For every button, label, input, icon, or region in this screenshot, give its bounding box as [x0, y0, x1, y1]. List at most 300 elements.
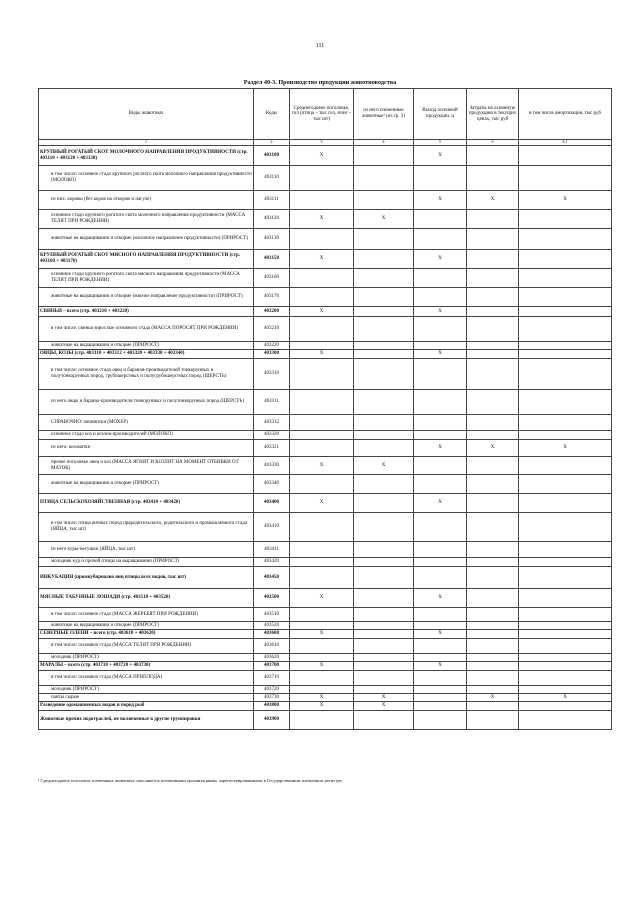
cell-amortization: [519, 288, 612, 307]
header-code: Коды: [254, 89, 290, 140]
cell-avg-stock: X: [290, 662, 354, 671]
cell-output: [414, 694, 467, 702]
row-code: 403450: [254, 567, 290, 589]
header-breeding: из него племенные животные¹ (из гр. 3): [354, 89, 414, 140]
table-row: [39, 342, 612, 350]
cell-output: [414, 686, 467, 694]
cell-output: [414, 558, 467, 567]
cell-output: X: [414, 250, 467, 269]
cell-costs: [467, 671, 519, 686]
row-label: из него: козоматки: [39, 440, 254, 457]
cell-costs: [467, 542, 519, 558]
row-code: 403800: [254, 702, 290, 711]
cell-avg-stock: [290, 166, 354, 191]
row-label: Животные прочих подотраслей, не включенные в другие группировки: [39, 711, 254, 730]
cell-breeding: X: [354, 210, 414, 229]
cell-amortization: [519, 229, 612, 250]
cell-output: [414, 654, 467, 662]
cell-costs: [467, 342, 519, 350]
table-row: [39, 542, 612, 558]
row-code: 403620: [254, 654, 290, 662]
cell-avg-stock: [290, 513, 354, 542]
row-label: СЕВЕРНЫЕ ОЛЕНИ – всего (стр. 403610 + 403620): [39, 630, 254, 639]
row-label: в том числе: основное стадо (МАССА ЖЕРЕБЯТ ПРИ РОЖДЕНИИ): [39, 608, 254, 622]
cell-output: X: [414, 630, 467, 639]
table-row: [39, 671, 612, 686]
cell-amortization: [519, 542, 612, 558]
cell-costs: [467, 229, 519, 250]
column-number: 6: [467, 140, 519, 146]
row-code: 403700: [254, 662, 290, 671]
cell-costs: [467, 146, 519, 166]
cell-breeding: [354, 542, 414, 558]
cell-avg-stock: [290, 342, 354, 350]
cell-output: [414, 269, 467, 288]
row-code: 403710: [254, 671, 290, 686]
cell-output: [414, 415, 467, 431]
cell-amortization: [519, 639, 612, 654]
table-row: [39, 210, 612, 229]
cell-breeding: [354, 589, 414, 608]
row-code: 403170: [254, 288, 290, 307]
cell-costs: [467, 711, 519, 730]
cell-costs: [467, 457, 519, 475]
cell-output: [414, 608, 467, 622]
cell-output: X: [414, 146, 467, 166]
row-label: из них: коровы (без коров на откорме и нагуле): [39, 191, 254, 210]
cell-avg-stock: X: [290, 702, 354, 711]
cell-amortization: X: [519, 694, 612, 702]
table-row: [39, 702, 612, 711]
cell-costs: [467, 639, 519, 654]
cell-amortization: [519, 359, 612, 390]
row-label: животные на выращивании и откорме (молочное направление продуктивности) (ПРИРОСТ): [39, 229, 254, 250]
cell-breeding: [354, 250, 414, 269]
cell-breeding: [354, 431, 414, 440]
table-row: [39, 622, 612, 630]
row-label: КРУПНЫЙ РОГАТЫЙ СКОТ МОЛОЧНОГО НАПРАВЛЕНИЯ ПРОДУКТИВНОСТИ (стр. 403110 + 403120 + 403130): [39, 146, 254, 166]
cell-breeding: [354, 307, 414, 317]
cell-avg-stock: X: [290, 250, 354, 269]
table-row: [39, 654, 612, 662]
table-row: [39, 639, 612, 654]
row-label: в том числе: свиньи взрослые основного стада (МАССА ПОРОСЯТ ПРИ РОЖДЕНИИ): [39, 317, 254, 342]
cell-avg-stock: [290, 686, 354, 694]
cell-avg-stock: [290, 558, 354, 567]
row-label: Разведение одомашненных видов и пород рыб: [39, 702, 254, 711]
cell-breeding: [354, 415, 414, 431]
cell-avg-stock: [290, 440, 354, 457]
row-code: 403330: [254, 457, 290, 475]
cell-breeding: [354, 567, 414, 589]
cell-output: [414, 342, 467, 350]
row-code: 403400: [254, 494, 290, 513]
header-avg-stock: Среднегодовое поголовье, гол (птица – тыс гол, пчёл – тыс шт): [290, 89, 354, 140]
cell-costs: [467, 589, 519, 608]
cell-costs: [467, 654, 519, 662]
cell-avg-stock: X: [290, 350, 354, 359]
cell-output: [414, 567, 467, 589]
cell-costs: [467, 317, 519, 342]
cell-amortization: [519, 622, 612, 630]
row-label: ПТИЦА СЕЛЬСКОХОЗЯЙСТВЕННАЯ (стр. 403410 + 403420): [39, 494, 254, 513]
cell-amortization: [519, 210, 612, 229]
row-code: 403210: [254, 317, 290, 342]
row-label: основное стадо коз и козлов-производителей (МОЛОКО): [39, 431, 254, 440]
cell-costs: [467, 558, 519, 567]
row-label: из него овцы и бараны-производители тонкорунных и полутонкорунных пород (ШЕРСТЬ): [39, 390, 254, 415]
row-label: в том числе: основное стадо крупного рогатого скота молочного направления продуктивности (МОЛОКО): [39, 166, 254, 191]
cell-avg-stock: [290, 542, 354, 558]
cell-breeding: [354, 288, 414, 307]
cell-output: [414, 390, 467, 415]
cell-output: X: [414, 307, 467, 317]
table-row: [39, 694, 612, 702]
row-code: 403321: [254, 440, 290, 457]
cell-costs: [467, 431, 519, 440]
cell-amortization: [519, 711, 612, 730]
cell-avg-stock: X: [290, 457, 354, 475]
row-label: СВИНЬИ – всего (стр. 403210 + 403220): [39, 307, 254, 317]
cell-breeding: [354, 229, 414, 250]
cell-avg-stock: X: [290, 146, 354, 166]
cell-output: X: [414, 440, 467, 457]
cell-amortization: [519, 342, 612, 350]
table-row: [39, 475, 612, 494]
cell-costs: [467, 269, 519, 288]
cell-amortization: [519, 686, 612, 694]
table-row: [39, 166, 612, 191]
cell-output: [414, 475, 467, 494]
cell-avg-stock: X: [290, 694, 354, 702]
cell-costs: [467, 359, 519, 390]
row-code: 403900: [254, 711, 290, 730]
table-row: [39, 269, 612, 288]
row-label: в том числе: основное стадо (МАССА ПРИПЛОДА): [39, 671, 254, 686]
row-label: в том числе: основное стадо (МАССА ТЕЛЯТ ПРИ РОЖДЕНИИ): [39, 639, 254, 654]
cell-costs: [467, 630, 519, 639]
table-row: [39, 415, 612, 431]
cell-breeding: X: [354, 694, 414, 702]
cell-amortization: [519, 702, 612, 711]
row-label: основное стадо крупного рогатого скота молочного направления продуктивности (МАССА ТЕЛЯТ ПРИ РОЖДЕНИИ): [39, 210, 254, 229]
cell-amortization: [519, 608, 612, 622]
cell-costs: [467, 390, 519, 415]
row-label: животные на выращивании и откорме (ПРИРОСТ): [39, 475, 254, 494]
table-row: [39, 229, 612, 250]
cell-costs: [467, 494, 519, 513]
row-code: 403150: [254, 250, 290, 269]
table-row: [39, 350, 612, 359]
cell-breeding: [354, 440, 414, 457]
cell-breeding: [354, 342, 414, 350]
row-code: 403320: [254, 431, 290, 440]
cell-amortization: [519, 630, 612, 639]
cell-costs: [467, 475, 519, 494]
row-code: 403411: [254, 542, 290, 558]
cell-breeding: [354, 686, 414, 694]
cell-breeding: [354, 622, 414, 630]
page-number: 111: [315, 43, 325, 49]
cell-breeding: [354, 639, 414, 654]
cell-costs: [467, 622, 519, 630]
cell-costs: [467, 166, 519, 191]
cell-costs: [467, 702, 519, 711]
table-row: [39, 431, 612, 440]
cell-output: [414, 317, 467, 342]
row-label: КРУПНЫЙ РОГАТЫЙ СКОТ МЯСНОГО НАПРАВЛЕНИЯ ПРОДУКТИВНОСТИ (стр. 403160 + 403170): [39, 250, 254, 269]
cell-amortization: [519, 317, 612, 342]
cell-costs: [467, 415, 519, 431]
cell-output: [414, 431, 467, 440]
cell-output: [414, 288, 467, 307]
cell-output: [414, 359, 467, 390]
cell-costs: [467, 567, 519, 589]
cell-costs: X: [467, 191, 519, 210]
row-code: 403410: [254, 513, 290, 542]
cell-breeding: [354, 662, 414, 671]
cell-breeding: [354, 711, 414, 730]
cell-avg-stock: [290, 269, 354, 288]
row-code: 403600: [254, 630, 290, 639]
row-code: 403520: [254, 622, 290, 630]
footnote: ¹ Среднегодовое поголовье племенных животных заполняется племенными организациями, зарегистрированными в Государственном племенном регистре.: [38, 778, 343, 783]
cell-costs: [467, 608, 519, 622]
cell-amortization: [519, 350, 612, 359]
header-amortization: в том числе амортизация, тыс руб: [519, 89, 612, 140]
cell-output: [414, 229, 467, 250]
header-row: [39, 89, 612, 140]
row-label: молодняк (ПРИРОСТ): [39, 654, 254, 662]
cell-output: [414, 166, 467, 191]
row-code: 403311: [254, 390, 290, 415]
cell-output: X: [414, 589, 467, 608]
section-title: Раздел 40-3. Производство продукции животноводства: [243, 79, 397, 86]
table-row: [39, 608, 612, 622]
cell-amortization: X: [519, 440, 612, 457]
cell-costs: [467, 210, 519, 229]
cell-amortization: [519, 475, 612, 494]
cell-avg-stock: [290, 671, 354, 686]
cell-breeding: [354, 269, 414, 288]
cell-avg-stock: X: [290, 589, 354, 608]
cell-breeding: [354, 146, 414, 166]
cell-breeding: [354, 390, 414, 415]
table-row: [39, 589, 612, 608]
cell-amortization: [519, 494, 612, 513]
cell-breeding: [354, 166, 414, 191]
row-label: ИНКУБАЦИЯ (промкубировано яиц птицы всех видов, тыс шт): [39, 567, 254, 589]
cell-avg-stock: X: [290, 307, 354, 317]
cell-output: [414, 542, 467, 558]
cell-amortization: [519, 662, 612, 671]
column-number: 5: [414, 140, 467, 146]
cell-avg-stock: [290, 608, 354, 622]
cell-output: X: [414, 494, 467, 513]
row-code: 403510: [254, 608, 290, 622]
cell-avg-stock: [290, 567, 354, 589]
row-code: 403730: [254, 694, 290, 702]
cell-avg-stock: [290, 654, 354, 662]
row-label: ОВЦЫ, КОЗЫ (стр. 403310 + 403312 + 403320 + 403330 + 403340): [39, 350, 254, 359]
cell-output: [414, 711, 467, 730]
row-code: 403500: [254, 589, 290, 608]
cell-amortization: [519, 431, 612, 440]
cell-breeding: [354, 191, 414, 210]
table-row: [39, 440, 612, 457]
cell-avg-stock: [290, 431, 354, 440]
cell-avg-stock: X: [290, 210, 354, 229]
cell-output: [414, 702, 467, 711]
cell-avg-stock: [290, 359, 354, 390]
cell-output: X: [414, 662, 467, 671]
cell-avg-stock: [290, 415, 354, 431]
row-label: СПРАВОЧНО: овчинитки (МОХЕР): [39, 415, 254, 431]
cell-amortization: [519, 589, 612, 608]
cell-breeding: X: [354, 702, 414, 711]
table-row: [39, 288, 612, 307]
cell-breeding: [354, 513, 414, 542]
row-label: животные на выращивании и откорме (мясное направление продуктивности) (ПРИРОСТ): [39, 288, 254, 307]
row-code: 403130: [254, 229, 290, 250]
row-code: 403111: [254, 191, 290, 210]
header-output: Выход основной продукции, ц: [414, 89, 467, 140]
production-table: [38, 88, 612, 730]
cell-breeding: [354, 558, 414, 567]
row-code: 403420: [254, 558, 290, 567]
cell-output: [414, 513, 467, 542]
cell-amortization: [519, 671, 612, 686]
cell-costs: X: [467, 694, 519, 702]
row-label: прочее поголовье овец и коз (МАССА ЯГНЯТ И КОЗЛЯТ НА МОМЕНТ ОТБИВКИ ОТ МАТОК): [39, 457, 254, 475]
header-costs: Затраты на основную продукцию в текущих ценах, тыс руб: [467, 89, 519, 140]
row-label: молодняк (ПРИРОСТ): [39, 686, 254, 694]
row-code: 403340: [254, 475, 290, 494]
cell-avg-stock: [290, 288, 354, 307]
table-row: [39, 558, 612, 567]
cell-breeding: [354, 671, 414, 686]
cell-avg-stock: [290, 475, 354, 494]
row-code: 403300: [254, 350, 290, 359]
cell-avg-stock: [290, 191, 354, 210]
row-label: животные на выращивании и откорме (ПРИРОСТ): [39, 342, 254, 350]
cell-breeding: [354, 630, 414, 639]
table-row: [39, 711, 612, 730]
row-label: панты сырые: [39, 694, 254, 702]
row-code: 403120: [254, 210, 290, 229]
cell-costs: [467, 250, 519, 269]
cell-output: [414, 457, 467, 475]
row-code: 403100: [254, 146, 290, 166]
cell-amortization: [519, 558, 612, 567]
row-label: МЯСНЫЕ ТАБУННЫЕ ЛОШАДИ (стр. 403510 + 403520): [39, 589, 254, 608]
cell-output: [414, 639, 467, 654]
column-number: 4: [354, 140, 414, 146]
cell-avg-stock: [290, 390, 354, 415]
cell-breeding: X: [354, 457, 414, 475]
row-code: 403110: [254, 166, 290, 191]
row-label: в том числе: основное стадо овец и баранов-производителей тонкорунных и полутонкорунных пород, грубошерстных и полугрубошерстных пород (ШЕРСТЬ): [39, 359, 254, 390]
cell-costs: [467, 307, 519, 317]
table-row: [39, 662, 612, 671]
row-code: 403310: [254, 359, 290, 390]
cell-amortization: [519, 457, 612, 475]
row-code: 403220: [254, 342, 290, 350]
table-row: [39, 146, 612, 166]
cell-costs: X: [467, 440, 519, 457]
cell-avg-stock: [290, 639, 354, 654]
cell-breeding: [354, 317, 414, 342]
table-row: [39, 630, 612, 639]
cell-output: X: [414, 191, 467, 210]
cell-amortization: [519, 513, 612, 542]
cell-amortization: [519, 307, 612, 317]
column-number: 2: [254, 140, 290, 146]
cell-output: [414, 671, 467, 686]
row-code: 403312: [254, 415, 290, 431]
cell-breeding: [354, 350, 414, 359]
cell-avg-stock: X: [290, 630, 354, 639]
row-label: основное стадо крупного рогатого скота мясного направления продуктивности (МАССА ТЕЛЯТ ПРИ РОЖДЕНИИ): [39, 269, 254, 288]
cell-breeding: [354, 359, 414, 390]
row-code: 403610: [254, 639, 290, 654]
table-row: [39, 686, 612, 694]
cell-avg-stock: [290, 711, 354, 730]
row-label: в том числе: птица яичных пород прародительского, родительского и промышленного стада (ЯЙЦА, тыс шт): [39, 513, 254, 542]
cell-breeding: [354, 475, 414, 494]
cell-amortization: [519, 390, 612, 415]
cell-breeding: [354, 494, 414, 513]
table-row: [39, 191, 612, 210]
cell-amortization: X: [519, 191, 612, 210]
cell-amortization: [519, 415, 612, 431]
cell-amortization: [519, 654, 612, 662]
cell-output: X: [414, 350, 467, 359]
table-row: [39, 250, 612, 269]
table-row: [39, 317, 612, 342]
table-row: [39, 494, 612, 513]
cell-amortization: [519, 567, 612, 589]
column-number: 6.1: [519, 140, 612, 146]
table-row: [39, 457, 612, 475]
column-number: 1: [39, 140, 254, 146]
row-label: МАРАЛЫ – всего (стр. 403710 + 403720 + 403730): [39, 662, 254, 671]
cell-costs: [467, 513, 519, 542]
table-row: [39, 307, 612, 317]
row-code: 403720: [254, 686, 290, 694]
row-label: молодняк кур и прочей птицы на выращивании (ПРИРОСТ): [39, 558, 254, 567]
cell-amortization: [519, 269, 612, 288]
cell-amortization: [519, 146, 612, 166]
table-row: [39, 567, 612, 589]
cell-costs: [467, 288, 519, 307]
header-species: Виды животных: [39, 89, 254, 140]
row-label: из него куры-несушки (ЯЙЦА, тыс шт): [39, 542, 254, 558]
row-code: 403200: [254, 307, 290, 317]
cell-output: [414, 622, 467, 630]
cell-costs: [467, 662, 519, 671]
cell-breeding: [354, 654, 414, 662]
cell-costs: [467, 686, 519, 694]
row-code: 403160: [254, 269, 290, 288]
cell-breeding: [354, 608, 414, 622]
cell-amortization: [519, 166, 612, 191]
cell-avg-stock: [290, 229, 354, 250]
table-row: [39, 513, 612, 542]
cell-avg-stock: X: [290, 494, 354, 513]
cell-output: [414, 210, 467, 229]
table-row: [39, 359, 612, 390]
